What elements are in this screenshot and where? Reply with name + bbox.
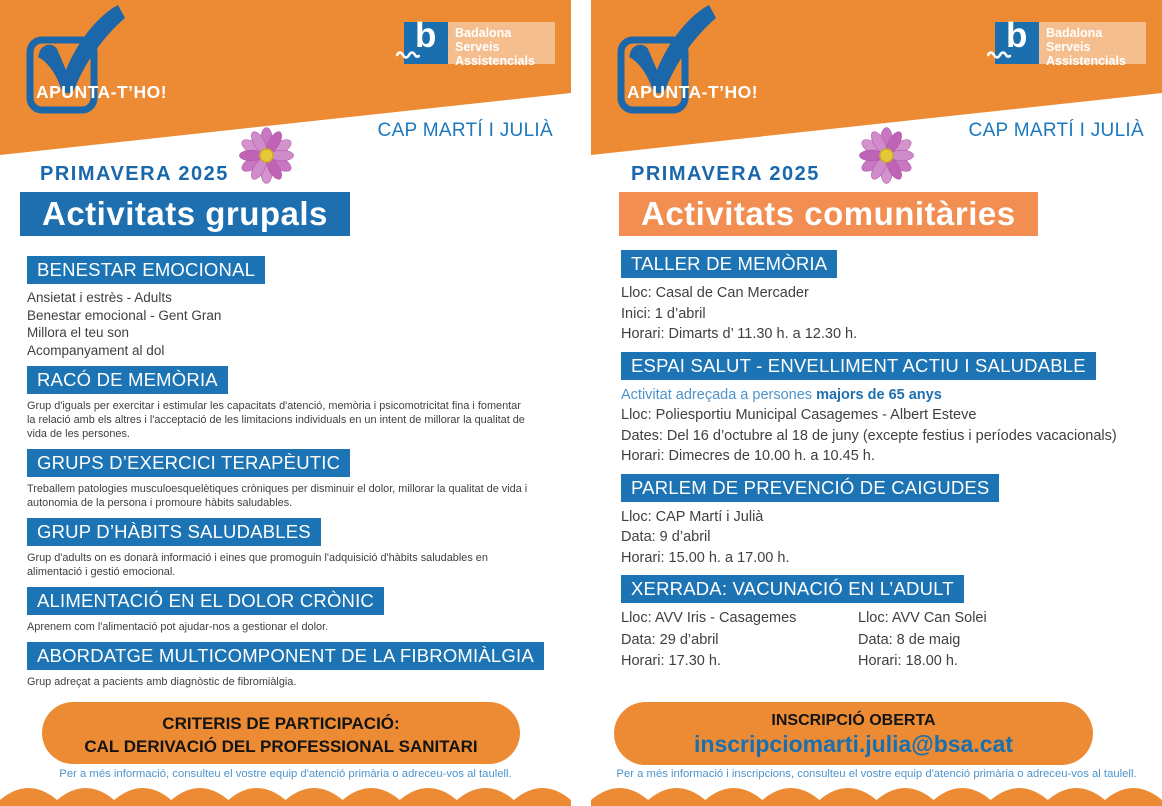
poster-activitats-grupals xyxy=(0,0,571,806)
section-header: RACÓ DE MEMÒRIA xyxy=(27,366,228,394)
inscription-pill xyxy=(614,702,1093,765)
info-line: Lloc: AVV Iris - Casagemes xyxy=(621,610,797,626)
criteria-line2: CAL DERIVACIÓ DEL PROFESSIONAL SANITARI xyxy=(84,737,478,756)
section-header: GRUPS D’EXERCICI TERAPÈUTIC xyxy=(27,449,350,477)
bsa-logo-mark xyxy=(995,16,1039,64)
info-line: Data: 8 de maig xyxy=(858,631,961,648)
section-paragraph: Aprenem com l'alimentació pot ajudar-nos a gestionar el dolor. xyxy=(27,621,329,633)
section-paragraph: Grup d'adults on es donarà informació i eines que promoguin l'adquisició d'hàbits saludables en alimentació i gestió emocional. xyxy=(27,552,488,578)
info-line: Data: 9 d’abril xyxy=(621,529,711,545)
flower-icon xyxy=(238,127,295,184)
info-line: Lloc: Poliesportiu Municipal Casagemes - Albert Esteve xyxy=(621,407,977,423)
bsa-logo-text: Badalona Serveis Assistencials xyxy=(1039,22,1146,64)
list-item: Millora el teu son xyxy=(27,325,130,340)
section-header: PARLEM DE PREVENCIÓ DE CAIGUDES xyxy=(621,474,999,502)
audience-bold: majors de 65 anys xyxy=(816,386,942,403)
section-header: ALIMENTACIÓ EN EL DOLOR CRÒNIC xyxy=(27,587,384,615)
criteria-pill xyxy=(42,702,520,764)
footer-note: Per a més informació i inscripcions, consulteu el vostre equip d'atenció primària o adreceu-vos al taulell. xyxy=(616,768,1137,780)
info-line: Data: 29 d’abril xyxy=(621,631,719,648)
poster-activitats-comunitaries xyxy=(591,0,1162,806)
section-exercici-terapeutic xyxy=(27,449,557,510)
info-line: Lloc: Casal de Can Mercader xyxy=(621,285,809,301)
list-item: Benestar emocional - Gent Gran xyxy=(27,307,222,323)
flower-icon xyxy=(858,127,915,184)
bsa-logo-mark xyxy=(404,16,448,64)
section-header: ABORDATGE MULTICOMPONENT DE LA FIBROMIÀLGIA xyxy=(27,642,544,670)
section-header: XERRADA: VACUNACIÓ EN L’ADULT xyxy=(621,575,964,603)
section-fibromialgia xyxy=(27,642,557,689)
b-icon: b xyxy=(415,16,437,55)
info-line: Horari: Dimarts d’ 11.30 h. a 12.30 h. xyxy=(621,326,858,342)
bsa-logo xyxy=(404,16,555,68)
inscription-email: inscripciomarti.julia@bsa.cat xyxy=(694,731,1013,757)
poster-title: Activitats grupals xyxy=(20,192,350,236)
season-title: PRIMAVERA 2025 xyxy=(631,163,820,185)
wave-border-icon xyxy=(591,784,1162,806)
section-paragraph: Grup adreçat a pacients amb diagnòstic de fibromiàlgia. xyxy=(27,676,297,688)
section-espai-salut xyxy=(621,352,1150,467)
info-line: Horari: 15.00 h. a 17.00 h. xyxy=(621,549,790,566)
footer-note: Per a més informació, consulteu el vostre equip d'atenció primària o adreceu-vos al taulell. xyxy=(59,768,512,780)
section-paragraph: Grup d'iguals per exercitar i estimular les capacitats d'atenció, memòria i psicomotricitat fina i fomentar la relació amb els altres i l'acceptació de les limitacions individuals en un intent de millorar la qualitat de vida de les persones. xyxy=(27,400,525,440)
section-header: GRUP D’HÀBITS SALUDABLES xyxy=(27,518,321,546)
list-item: Acompanyament al dol xyxy=(27,342,165,358)
section-paragraph: Treballem patologies musculoesquelètiques cròniques per disminuir el dolor, millorar la qualitat de vida i autonomia de la persona i promoure hàbits saludables. xyxy=(27,483,528,509)
info-line: Inici: 1 d’abril xyxy=(621,305,706,322)
section-header: ESPAI SALUT - ENVELLIMENT ACTIU I SALUDABLE xyxy=(621,352,1096,380)
section-details xyxy=(621,405,1150,467)
info-line: Lloc: AVV Can Solei xyxy=(858,610,987,626)
info-line: Horari: 17.30 h. xyxy=(621,653,721,669)
section-prevencio-caigudes xyxy=(621,474,1150,569)
apunta-tho-badge: APUNTA-T’HO! xyxy=(627,82,759,102)
info-line: Horari: Dimecres de 10.00 h. a 10.45 h. xyxy=(621,448,875,464)
bsa-logo-text: Badalona Serveis Assistencials xyxy=(448,22,555,64)
wave-border-icon xyxy=(0,784,571,806)
poster-title: Activitats comunitàries xyxy=(619,192,1038,236)
sections-right xyxy=(621,250,1150,687)
section-xerrada-vacunacio xyxy=(621,575,1150,680)
center-name: CAP MARTÍ I JULIÀ xyxy=(377,120,553,141)
section-header: TALLER DE MEMÒRIA xyxy=(621,250,837,278)
water-wave-icon xyxy=(987,50,1011,59)
center-name: CAP MARTÍ I JULIÀ xyxy=(968,120,1144,141)
two-column-details xyxy=(621,608,1150,680)
list-item: Ansietat i estrès - Adults xyxy=(27,290,172,305)
section-taller-memoria xyxy=(621,250,1150,345)
water-wave-icon xyxy=(396,50,420,59)
info-line: Dates: Del 16 d’octubre al 18 de juny (excepte festius i períodes vacacionals) xyxy=(621,427,1117,444)
column-left xyxy=(621,608,858,673)
info-line: Horari: 18.00 h. xyxy=(858,653,958,669)
section-raco-memoria xyxy=(27,366,557,441)
column-right xyxy=(858,608,1150,673)
inscription-title: INSCRIPCIÓ OBERTA xyxy=(771,712,936,729)
apunta-tho-badge: APUNTA-T’HO! xyxy=(36,82,168,102)
section-items xyxy=(27,289,557,359)
bsa-logo xyxy=(995,16,1146,68)
info-line: Lloc: CAP Martí i Julià xyxy=(621,508,764,525)
section-habits-saludables xyxy=(27,518,557,579)
audience-line: Activitat adreçada a persones majors de 65 anys xyxy=(621,386,942,403)
criteria-line1: CRITERIS DE PARTICIPACIÓ: xyxy=(162,714,400,733)
sections-left xyxy=(27,256,557,697)
b-icon: b xyxy=(1006,16,1028,55)
section-details xyxy=(621,283,1150,345)
section-header: BENESTAR EMOCIONAL xyxy=(27,256,265,284)
section-details xyxy=(621,507,1150,569)
section-alimentacio-dolor xyxy=(27,587,557,634)
section-benestar xyxy=(27,256,557,359)
season-title: PRIMAVERA 2025 xyxy=(40,163,229,185)
